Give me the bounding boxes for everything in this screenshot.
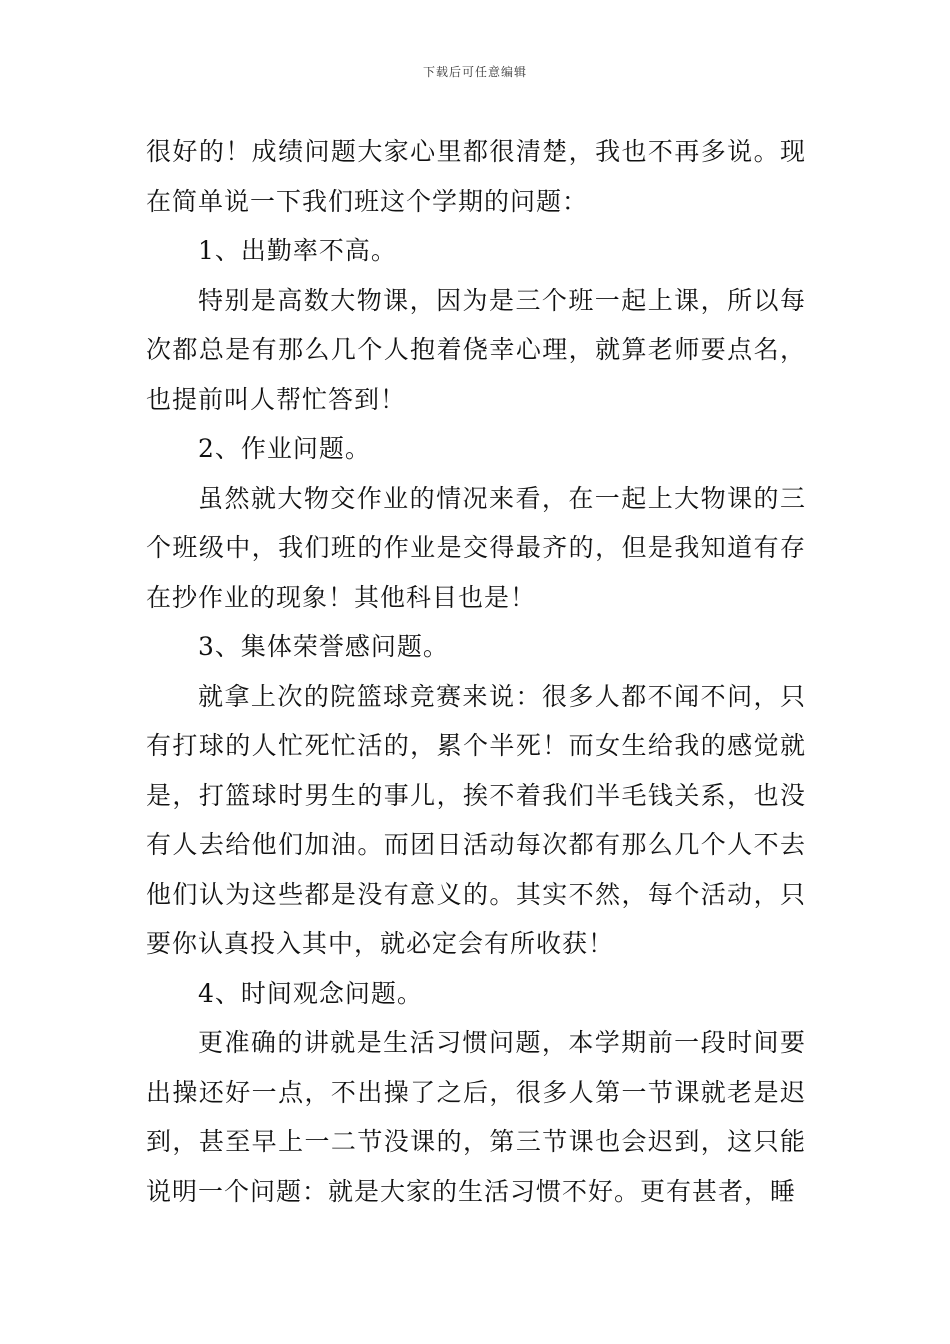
paragraph-time: 更准确的讲就是生活习惯问题，本学期前一段时间要出操还好一点，不出操了之后，很多人第一节课就老是迟到，甚至早上一二节没课的，第三节课也会迟到，这只能说明一个问题：就是大家的生活习惯不好。更有甚者，睡 <box>146 1028 806 1206</box>
section-heading-homework: 2、作业问题。 <box>198 434 371 463</box>
paragraph-attendance: 特别是高数大物课，因为是三个班一起上课，所以每次都总是有那么几个人抱着侥幸心理，就算老师要点名，也提前叫人帮忙答到！ <box>146 285 806 414</box>
page-header-note: 下载后可任意编辑 <box>422 65 527 79</box>
document-body <box>146 127 806 1216</box>
paragraph-collective-honor: 就拿上次的院篮球竞赛来说：很多人都不闻不问，只有打球的人忙死忙活的，累个半死！而女生给我的感觉就是，打篮球时男生的事儿，挨不着我们半毛钱关系，也没有人去给他们加油。而团日活动每次都有那么几个人不去他们认为这些都是没有意义的。其实不然，每个活动，只要你认真投入其中，就必定会有所收获！ <box>146 681 806 958</box>
section-heading-collective-honor: 3、集体荣誉感问题。 <box>198 632 449 661</box>
section-heading-attendance: 1、出勤率不高。 <box>198 236 397 265</box>
paragraph-homework: 虽然就大物交作业的情况来看，在一起上大物课的三个班级中，我们班的作业是交得最齐的，但是我知道有存在抄作业的现象！其他科目也是！ <box>146 483 806 612</box>
paragraph-intro: 很好的！成绩问题大家心里都很清楚，我也不再多说。现在简单说一下我们班这个学期的问题： <box>146 137 806 216</box>
section-heading-time: 4、时间观念问题。 <box>198 978 423 1008</box>
